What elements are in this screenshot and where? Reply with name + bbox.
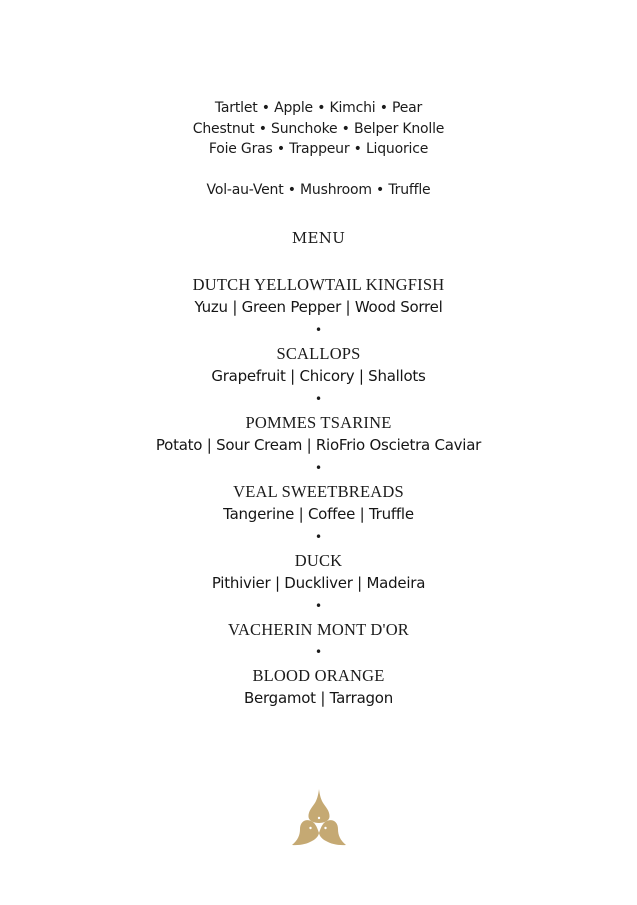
amuse-line: Chestnut • Sunchoke • Belper Knolle [192, 120, 445, 137]
course-ingredients: Yuzu | Green Pepper | Wood Sorrel [194, 298, 443, 316]
course-item [0, 618, 637, 641]
course-ingredients: Grapefruit | Chicory | Shallots [211, 367, 426, 385]
amuse-line: Foie Gras • Trappeur • Liquorice [208, 141, 429, 157]
spacer [0, 160, 637, 181]
course-name: DUCK [294, 551, 343, 570]
course-separator: • [314, 599, 323, 613]
course-item [0, 664, 637, 710]
menu-title: MENU [291, 229, 346, 247]
gold-trefoil-logo-icon [290, 788, 348, 848]
course-item [0, 273, 637, 319]
course-name: DUTCH YELLOWTAIL KINGFISH [192, 275, 445, 294]
course-list [0, 273, 637, 710]
course-item [0, 480, 637, 526]
course-name: VACHERIN MONT D'OR [227, 620, 410, 639]
course-ingredients: Bergamot | Tarragon [244, 689, 393, 707]
course-ingredients: Pithivier | Duckliver | Madeira [211, 574, 426, 592]
course-item [0, 549, 637, 595]
amuse-extra-line: Vol-au-Vent • Mushroom • Truffle [206, 182, 431, 198]
course-item [0, 411, 637, 457]
course-separator: • [314, 645, 323, 659]
course-separator: • [314, 323, 323, 337]
course-name: BLOOD ORANGE [252, 666, 385, 685]
course-separator: • [314, 392, 323, 406]
course-name: VEAL SWEETBREADS [233, 482, 404, 501]
course-item [0, 342, 637, 388]
course-name: SCALLOPS [276, 344, 361, 363]
course-ingredients: Tangerine | Coffee | Truffle [223, 505, 414, 523]
course-name: POMMES TSARINE [245, 413, 392, 432]
course-ingredients: Potato | Sour Cream | RioFrio Oscietra Caviar [155, 436, 482, 454]
amuse-line: Tartlet • Apple • Kimchi • Pear [214, 100, 423, 116]
amuse-bouche-section [0, 98, 637, 201]
course-separator: • [314, 530, 323, 544]
course-separator: • [314, 461, 323, 475]
